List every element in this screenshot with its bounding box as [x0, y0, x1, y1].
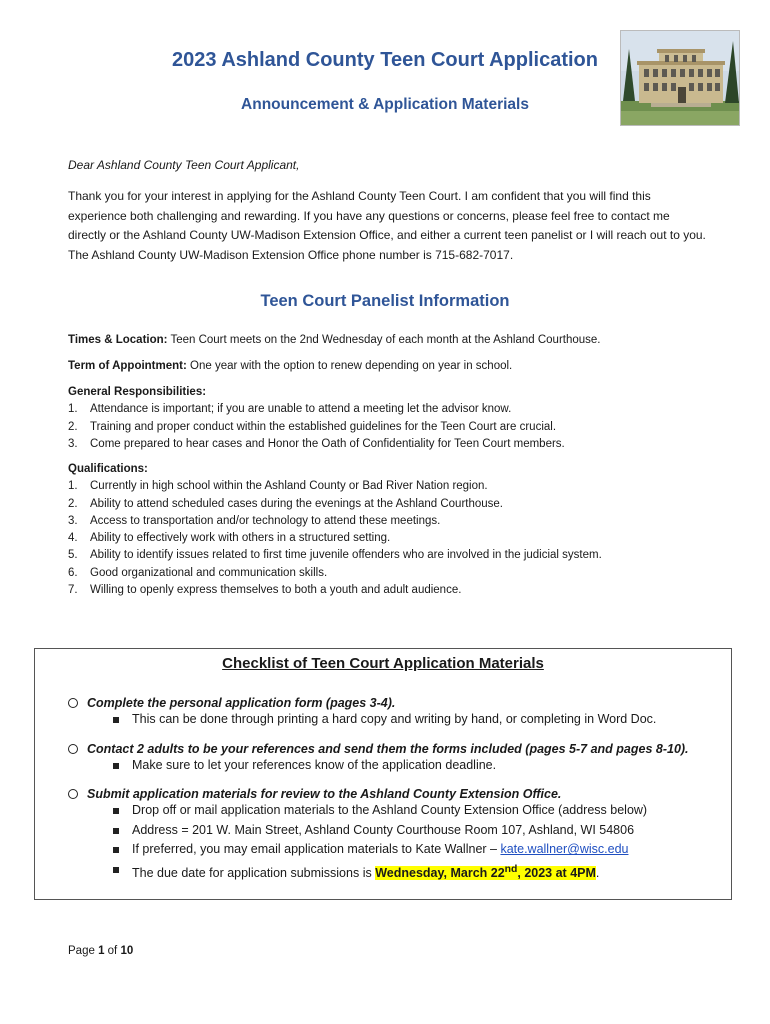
list-item — [68, 401, 718, 418]
list-number: 2. — [68, 497, 78, 510]
list-item — [68, 530, 718, 547]
checklist-subitem — [113, 860, 733, 884]
intro-paragraph: Thank you for your interest in applying for the Ashland County Teen Court. I am confident that you will find this experience both challenging and rewarding. If you have any questions or concerns, please feel free to contact me directly or the Ashland County UW-Madison Extension Office, and either a current teen panelist or I will reach out to you. The Ashland County UW-Madison Extension Office phone number is 715-682-7017. — [68, 189, 706, 262]
list-number: 2. — [68, 420, 78, 433]
qualifications-heading: Qualifications: — [68, 463, 148, 475]
term-text: One year with the option to renew depending on year in school. — [186, 360, 513, 372]
times-text: Teen Court meets on the 2nd Wednesday of each month at the Ashland Courthouse. — [167, 334, 601, 346]
list-item — [68, 419, 718, 436]
list-text: Good organizational and communication skills. — [90, 566, 328, 579]
due-date-day: Wednesday, March 22 — [375, 866, 505, 881]
list-text: Access to transportation and/or technology to attend these meetings. — [90, 514, 441, 527]
checklist-subitem-text — [132, 860, 599, 884]
term-line — [68, 360, 718, 372]
checklist-item-application-form — [68, 696, 733, 730]
list-item — [68, 436, 718, 453]
list-item — [68, 513, 718, 530]
list-number: 1. — [68, 403, 78, 416]
list-item — [68, 565, 718, 582]
list-number: 7. — [68, 584, 78, 597]
qualifications-section — [68, 461, 718, 599]
square-bullet-icon — [113, 847, 119, 853]
checklist-item-row — [68, 696, 733, 710]
square-bullet-icon — [113, 763, 119, 769]
checkbox-circle-icon — [68, 744, 78, 754]
page-word: Page — [68, 945, 99, 957]
list-item — [68, 478, 718, 495]
list-item — [68, 496, 718, 513]
list-text: Training and proper conduct within the established guidelines for the Teen Court are crucial. — [90, 420, 557, 433]
checklist-subitem — [113, 840, 733, 860]
checklist-item-references — [68, 742, 733, 776]
square-bullet-icon — [113, 808, 119, 814]
list-number: 6. — [68, 566, 78, 579]
due-date-prompt: The due date for application submissions is — [132, 866, 376, 881]
list-item — [68, 582, 718, 599]
list-number: 3. — [68, 514, 78, 527]
current-page: 1 — [98, 945, 105, 957]
checklist-subitem-text: Make sure to let your references know of the application deadline. — [132, 758, 497, 772]
square-bullet-icon — [113, 828, 119, 834]
of-word: of — [104, 945, 121, 957]
checklist-title: Checklist of Teen Court Application Materials — [222, 655, 544, 672]
list-text: Ability to effectively work with others in a structured setting. — [90, 532, 391, 545]
email-prompt-text: If preferred, you may email application materials to Kate Wallner – — [132, 842, 501, 857]
checkbox-circle-icon — [68, 789, 78, 799]
due-date-time: , 2023 at 4PM — [517, 866, 596, 881]
due-date-period: . — [595, 866, 600, 881]
courthouse-photo — [620, 30, 740, 126]
list-text: Willing to openly express themselves to both a youth and adult audience. — [90, 584, 462, 597]
checklist-item-label: Contact 2 adults to be your references and send them the forms included (pages 5-7 and pages 8-10). — [87, 742, 689, 756]
salutation: Dear Ashland County Teen Court Applicant, — [68, 158, 300, 172]
checklist-subitem — [113, 821, 733, 841]
checklist-subitem-text — [132, 840, 628, 860]
due-date-suffix: nd — [504, 864, 518, 876]
email-link[interactable]: kate.wallner@wisc.edu — [500, 842, 629, 857]
term-label: Term of Appointment: — [68, 360, 187, 372]
list-text: Ability to attend scheduled cases during the evenings at the Ashland Courthouse. — [90, 497, 503, 510]
list-text: Currently in high school within the Ashland County or Bad River Nation region. — [90, 480, 488, 493]
checkbox-circle-icon — [68, 698, 78, 708]
checklist-item-row — [68, 742, 733, 756]
list-item — [68, 547, 718, 564]
list-number: 1. — [68, 480, 78, 493]
checklist-subitem-text: This can be done through printing a hard copy and writing by hand, or completing in Word Doc. — [132, 712, 657, 726]
page-title: 2023 Ashland County Teen Court Application — [172, 49, 598, 71]
responsibilities-heading: General Responsibilities: — [68, 386, 207, 398]
square-bullet-icon — [113, 717, 119, 723]
page-subtitle: Announcement & Application Materials — [241, 96, 529, 113]
checklist-subitem-text: Drop off or mail application materials to the Ashland County Extension Office (address below) — [132, 803, 648, 817]
list-number: 4. — [68, 532, 78, 545]
checklist-subitem — [113, 801, 733, 821]
list-number: 5. — [68, 549, 78, 562]
checklist-item-submit — [68, 787, 733, 884]
panelist-heading: Teen Court Panelist Information — [260, 292, 510, 310]
times-location-line — [68, 334, 718, 346]
checklist-item-label: Complete the personal application form (pages 3-4). — [87, 696, 396, 710]
list-text: Attendance is important; if you are unable to attend a meeting let the advisor know. — [90, 403, 512, 416]
checklist-item-row — [68, 787, 733, 801]
checklist-subitem — [113, 756, 733, 776]
page-number — [68, 945, 133, 957]
total-pages: 10 — [120, 945, 134, 957]
responsibilities-section — [68, 384, 718, 453]
list-text: Come prepared to hear cases and Honor the Oath of Confidentiality for Teen Court members. — [90, 437, 565, 450]
checklist-subitem-text: Address = 201 W. Main Street, Ashland County Courthouse Room 107, Ashland, WI 54806 — [132, 822, 635, 837]
square-bullet-icon — [113, 867, 119, 873]
list-number: 3. — [68, 437, 78, 450]
times-label: Times & Location: — [68, 334, 168, 346]
checklist-subitem — [113, 710, 733, 730]
checklist-item-label: Submit application materials for review to the Ashland County Extension Office. — [87, 787, 562, 801]
list-text: Ability to identify issues related to first time juvenile offenders who are involved in the judicial system. — [90, 549, 602, 562]
due-date-highlight — [375, 866, 596, 880]
